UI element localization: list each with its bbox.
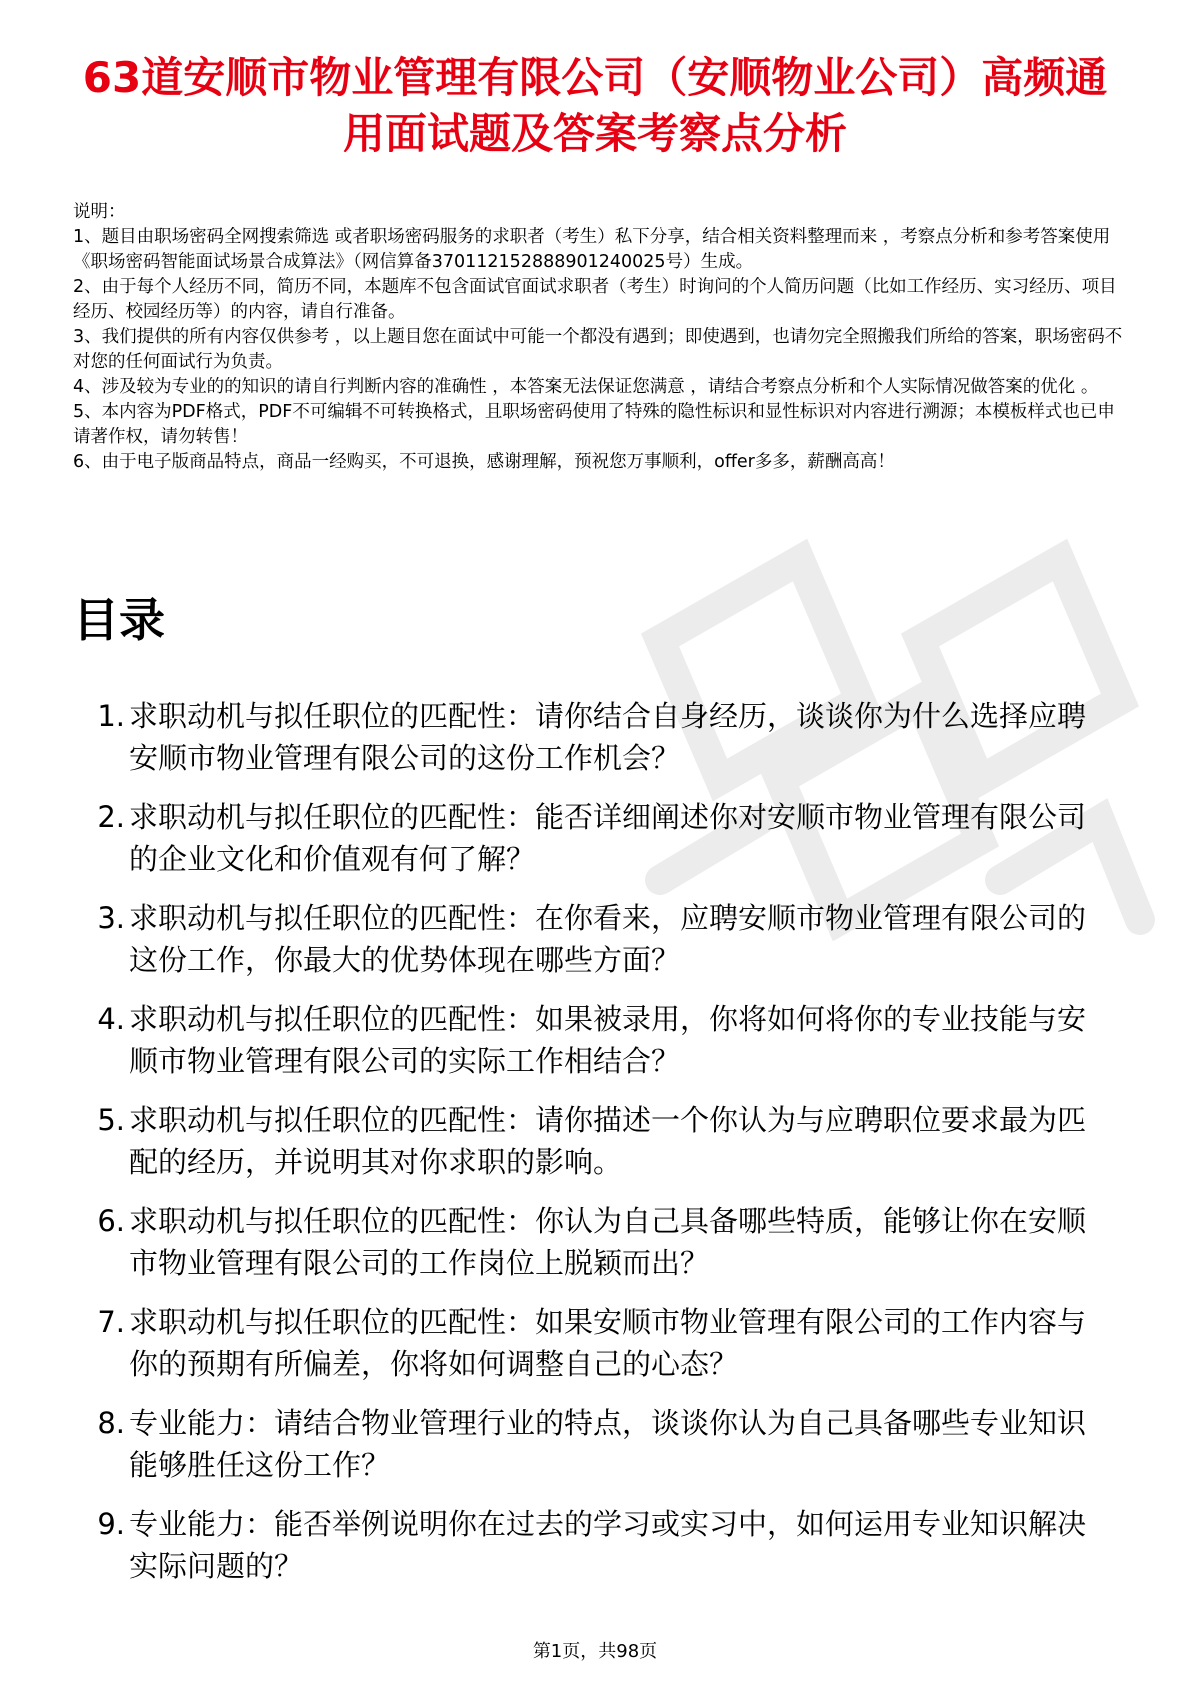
instruction-item: 6、由于电子版商品特点，商品一经购买，不可退换，感谢理解，预祝您万事顺利，offer多多，薪酬高高！ [73,452,895,472]
toc-item-text: 求职动机与拟任职位的匹配性：如果被录用，你将如何将你的专业技能与安顺市物业管理有限公司的实际工作相结合？ [129,1002,1087,1078]
toc-item-text: 专业能力：请结合物业管理行业的特点，谈谈你认为自己具备哪些专业知识能够胜任这份工作？ [129,1406,1087,1482]
toc-item-text: 求职动机与拟任职位的匹配性：在你看来，应聘安顺市物业管理有限公司的这份工作，你最大的优势体现在哪些方面？ [129,901,1087,977]
toc-heading: 目录 [73,593,165,647]
toc-item-text: 求职动机与拟任职位的匹配性：能否详细阐述你对安顺市物业管理有限公司的企业文化和价值观有何了解？ [129,800,1087,876]
toc-item[interactable] [73,796,1113,897]
instruction-item: 4、涉及较为专业的的知识的请自行判断内容的准确性 ，本答案无法保证您满意 ，请结合考察点分析和个人实际情况做答案的优化 。 [73,377,1099,397]
toc-item-text: 求职动机与拟任职位的匹配性：如果安顺市物业管理有限公司的工作内容与你的预期有所偏差，你将如何调整自己的心态？ [129,1305,1087,1381]
toc-item-text: 求职动机与拟任职位的匹配性：请你结合自身经历，谈谈你为什么选择应聘安顺市物业管理有限公司的这份工作机会？ [129,699,1087,775]
toc-item[interactable] [73,897,1113,998]
toc-item[interactable] [73,1503,1113,1604]
toc-item-text: 求职动机与拟任职位的匹配性：你认为自己具备哪些特质，能够让你在安顺市物业管理有限公司的工作岗位上脱颖而出？ [129,1204,1087,1280]
instructions-section [73,200,1123,475]
toc-item[interactable] [73,998,1113,1099]
instruction-item: 3、我们提供的所有内容仅供参考 ，以上题目您在面试中可能一个都没有遇到；即使遇到，也请勿完全照搬我们所给的答案，职场密码不对您的任何面试行为负责。 [73,327,1123,372]
toc-item[interactable] [73,695,1113,796]
toc-item-number: 3. [97,901,125,935]
toc-item-number: 2. [97,800,125,834]
document-title: 63道安顺市物业管理有限公司（安顺物业公司）高频通用面试题及答案考察点分析 [82,53,1108,158]
toc-item-number: 9. [97,1507,125,1541]
toc-item-number: 4. [97,1002,125,1036]
toc-item[interactable] [73,1099,1113,1200]
toc-item-number: 8. [97,1406,125,1440]
instruction-item: 5、本内容为PDF格式，PDF不可编辑不可转换格式，且职场密码使用了特殊的隐性标识和显性标识对内容进行溯源；本模板样式也已申请著作权，请勿转售！ [73,402,1115,447]
instruction-item: 1、题目由职场密码全网搜索筛选 或者职场密码服务的求职者（考生）私下分享，结合相关资料整理而来 ，考察点分析和参考答案使用《职场密码智能面试场景合成算法》（网信算备370112152888901240025号）生成。 [73,227,1111,272]
page-number-footer: 第1页，共98页 [532,1641,658,1662]
toc-item-text: 求职动机与拟任职位的匹配性：请你描述一个你认为与应聘职位要求最为匹配的经历，并说明其对你求职的影响。 [129,1103,1087,1179]
instruction-item: 2、由于每个人经历不同，简历不同，本题库不包含面试官面试求职者（考生）时询问的个人简历问题（比如工作经历、实习经历、项目经历、校园经历等）的内容，请自行准备。 [73,277,1117,322]
toc-item-number: 1. [97,699,125,733]
toc-item[interactable] [73,1301,1113,1402]
toc-item[interactable] [73,1200,1113,1301]
toc-item[interactable] [73,1402,1113,1503]
toc-item-number: 5. [97,1103,125,1137]
instructions-heading: 说明： [73,202,126,222]
toc-item-text: 专业能力：能否举例说明你在过去的学习或实习中，如何运用专业知识解决实际问题的？ [129,1507,1087,1583]
toc-item-number: 7. [97,1305,125,1339]
toc-item-number: 6. [97,1204,125,1238]
toc-list [73,695,1113,1604]
